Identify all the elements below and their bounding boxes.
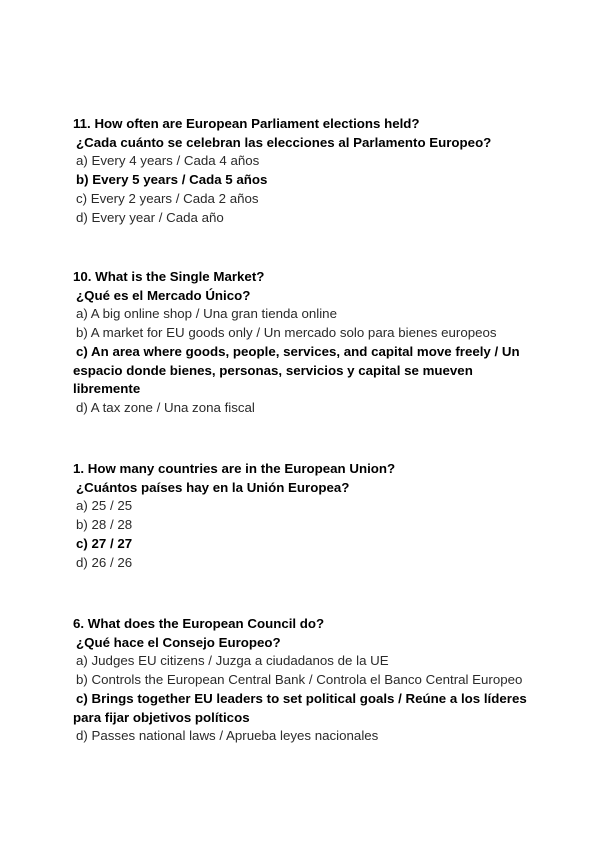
question-title: 1. How many countries are in the European Union? — [73, 461, 396, 476]
option-a: a) Judges EU citizens / Juzga a ciudadanos de la UE — [76, 653, 389, 669]
option-b: b) A market for EU goods only / Un mercado solo para bienes europeos — [76, 325, 497, 341]
question-title: 10. What is the Single Market? — [73, 269, 265, 284]
question-11 — [73, 115, 533, 227]
question-title-es: ¿Cuántos países hay en la Unión Europea? — [76, 479, 350, 495]
question-title: 11. How often are European Parliament elections held? — [73, 116, 420, 131]
option-c-correct: c) An area where goods, people, services, and capital move freely / Un espacio donde bienes, personas, servicios y capital se mueven libremente — [73, 343, 524, 397]
option-c: c) Every 2 years / Cada 2 años — [76, 190, 259, 206]
option-d: d) A tax zone / Una zona fiscal — [76, 399, 255, 415]
option-b: b) 28 / 28 — [76, 517, 133, 533]
question-title-es: ¿Qué es el Mercado Único? — [76, 287, 251, 303]
question-1 — [73, 460, 533, 572]
option-c-correct: c) Brings together EU leaders to set political goals / Reúne a los líderes para fijar objetivos políticos — [73, 690, 531, 725]
option-b-correct: b) Every 5 years / Cada 5 años — [76, 172, 268, 188]
option-d: d) 26 / 26 — [76, 554, 133, 570]
option-b: b) Controls the European Central Bank / Controla el Banco Central Europeo — [76, 672, 523, 688]
option-a: a) A big online shop / Una gran tienda online — [76, 306, 337, 322]
option-d: d) Every year / Cada año — [76, 209, 224, 225]
option-a: a) 25 / 25 — [76, 498, 133, 514]
question-title: 6. What does the European Council do? — [73, 616, 325, 631]
option-a: a) Every 4 years / Cada 4 años — [76, 153, 260, 169]
question-6 — [73, 615, 533, 746]
question-10 — [73, 268, 533, 418]
question-title-es: ¿Qué hace el Consejo Europeo? — [76, 634, 281, 650]
option-d: d) Passes national laws / Aprueba leyes nacionales — [76, 728, 379, 744]
option-c-correct: c) 27 / 27 — [76, 535, 133, 551]
question-title-es: ¿Cada cuánto se celebran las elecciones al Parlamento Europeo? — [76, 134, 492, 150]
